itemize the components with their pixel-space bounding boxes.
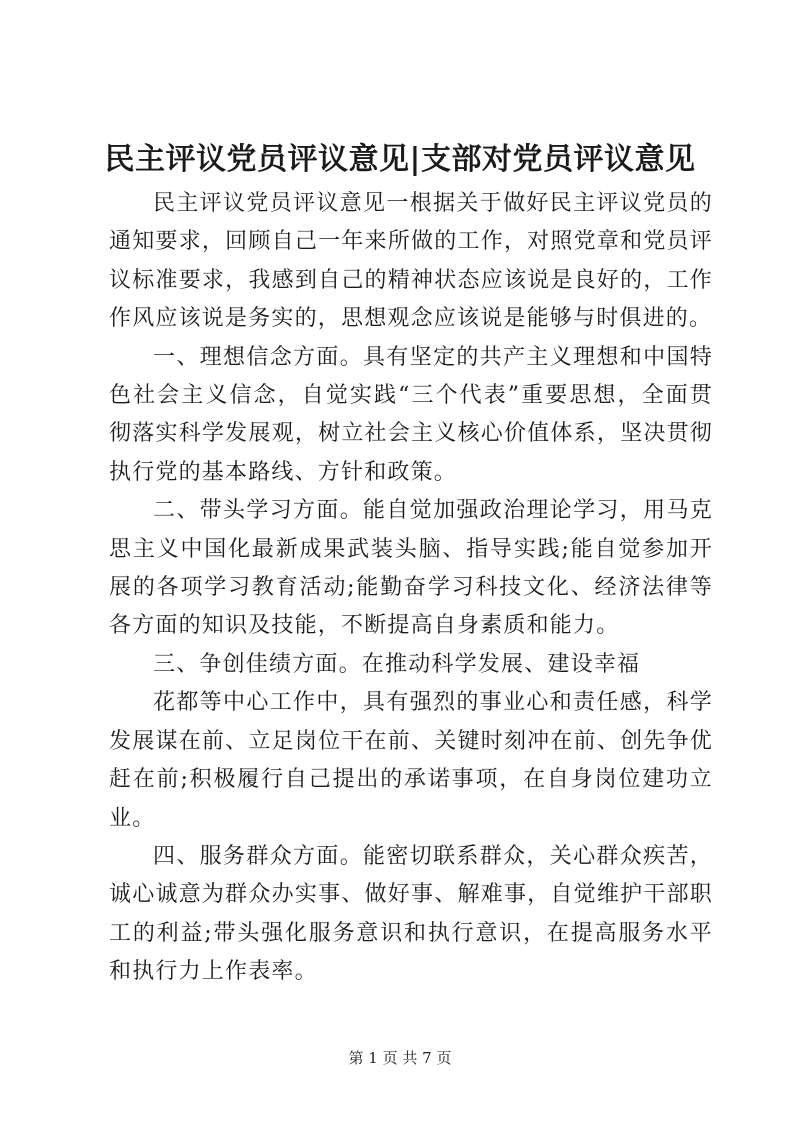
paragraph-serving-masses: 四、服务群众方面。能密切联系群众，关心群众疾苦，诚心诚意为群众办实事、做好事、解难事，自觉维护干部职工的利益;带头强化服务意识和执行意识，在提高服务水平和执行力上作表率。 [109, 843, 713, 985]
paragraph-achievements-body: 花都等中心工作中，具有强烈的事业心和责任感，科学发展谋在前、立足岗位干在前、关键时刻冲在前、创先争优赶在前;积极履行自己提出的承诺事项，在自身岗位建功立业。 [109, 690, 713, 831]
paragraph-ideals-beliefs: 一、理想信念方面。具有坚定的共产主义理想和中国特色社会主义信念，自觉实践“三个代表”重要思想，全面贯彻落实科学发展观，树立社会主义核心价值体系，坚决贯彻执行党的基本路线、方针和政策。 [109, 344, 713, 485]
document-title: 民主评议党员评议意见|支部对党员评议意见 [104, 142, 696, 177]
paragraph-leading-study: 二、带头学习方面。能自觉加强政治理论学习，用马克思主义中国化最新成果武装头脑、指导实践;能自觉参加开展的各项学习教育活动;能勤奋学习科技文化、经济法律等各方面的知识及技能，不断提高自身素质和能力。 [109, 498, 713, 639]
paragraph-achievements-heading: 三、争创佳绩方面。在推动科学发展、建设幸福 [153, 651, 641, 677]
paragraph-intro: 民主评议党员评议意见一根据关于做好民主评议党员的通知要求，回顾自己一年来所做的工作，对照党章和党员评议标准要求，我感到自己的精神状态应该说是良好的，工作作风应该说是务实的，思想观念应该说是能够与时俱进的。 [109, 191, 713, 332]
document-body [109, 185, 713, 992]
page-indicator: 第 1 页 共 7 页 [348, 1049, 452, 1067]
